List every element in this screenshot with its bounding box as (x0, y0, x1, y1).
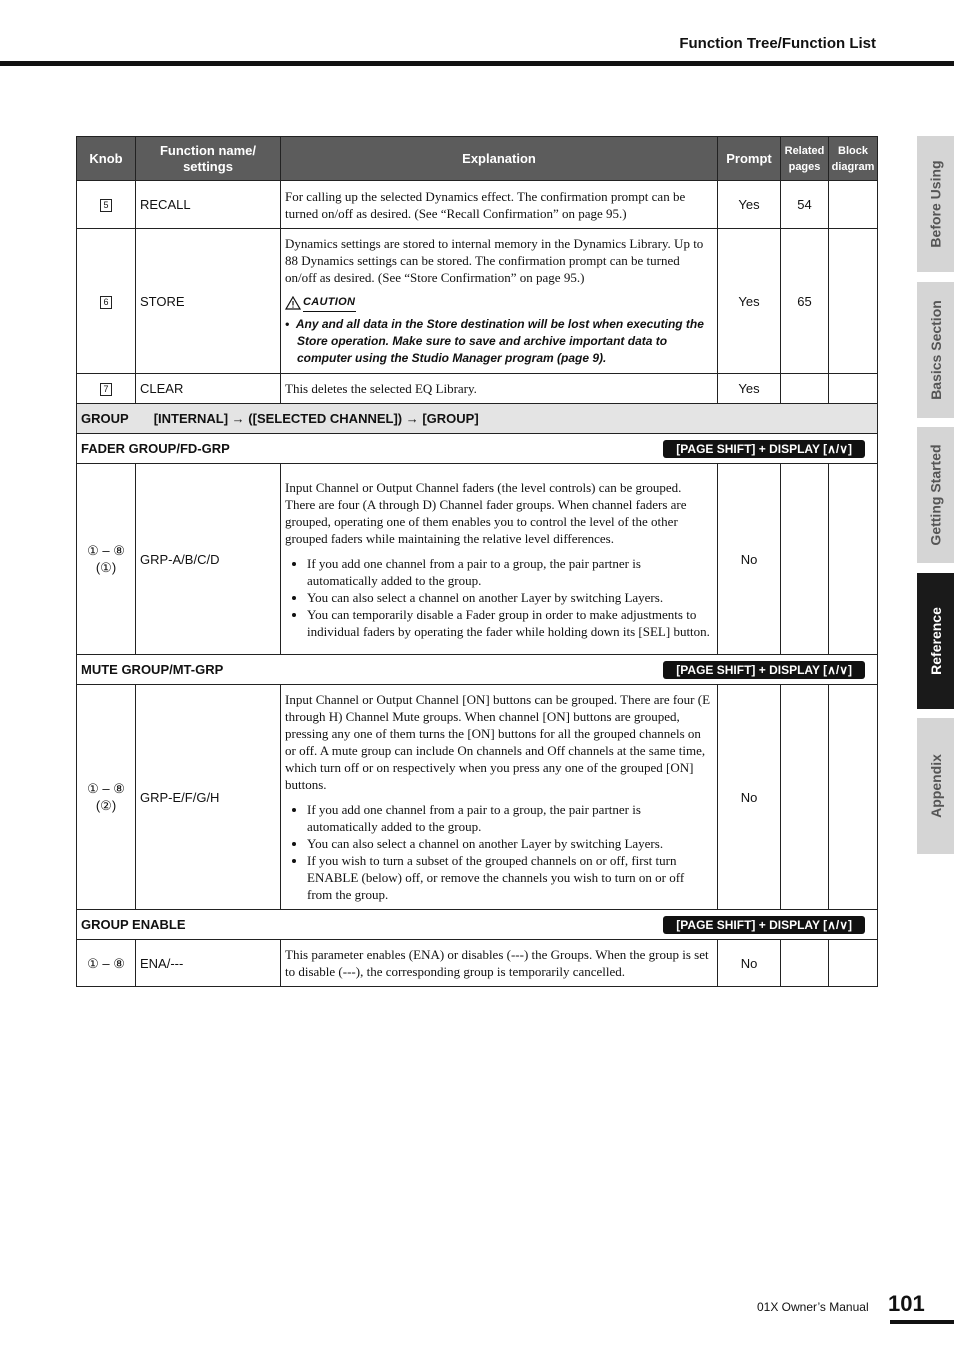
related-pages-value: 65 (781, 229, 829, 374)
knob-range: ① – ⑧ (②) (77, 685, 136, 910)
running-header-title: Function Tree/Function List (679, 35, 876, 52)
block-diagram-cell (829, 685, 878, 910)
related-pages-cell (781, 940, 829, 987)
knob-number-icon: 5 (100, 199, 112, 212)
function-name: RECALL (136, 181, 281, 229)
tab-appendix[interactable]: Appendix (917, 718, 954, 854)
prompt-value: No (718, 940, 781, 987)
knob-number-icon: 7 (100, 383, 112, 396)
function-name: GRP-A/B/C/D (136, 464, 281, 655)
footer-rule (890, 1320, 954, 1324)
subsection-title: FADER GROUP/FD-GRP (81, 441, 230, 456)
col-explanation: Explanation (281, 137, 718, 181)
group-path: [INTERNAL] → ([SELECTED CHANNEL]) → [GROUP] (153, 411, 479, 426)
knob-number-icon: 6 (100, 296, 112, 309)
block-diagram-cell (829, 229, 878, 374)
table-row (77, 229, 878, 374)
related-pages-value: 54 (781, 181, 829, 229)
tab-getting-started[interactable]: Getting Started (917, 427, 954, 563)
subsection-title: MUTE GROUP/MT-GRP (81, 662, 224, 677)
group-section-row (77, 404, 878, 434)
list-item: • If you wish to turn a subset of the grouped channels on or off, first turn ENABLE (below) off, or remove the channels you wish to turn on or off from the group. (307, 852, 712, 903)
subsection-row (77, 910, 878, 940)
list-item: • If you add one channel from a pair to a group, the pair partner is automatically added to the group. (307, 555, 712, 589)
prompt-value: No (718, 685, 781, 910)
function-name: STORE (136, 229, 281, 374)
list-item: • You can also select a channel on another Layer by switching Layers. (307, 589, 712, 606)
prompt-value: No (718, 464, 781, 655)
bullet-list (285, 555, 712, 640)
header-rule (0, 61, 954, 66)
table-row (77, 374, 878, 404)
page-shift-badge: [PAGE SHIFT] + DISPLAY [∧/∨] (663, 440, 865, 458)
col-prompt: Prompt (718, 137, 781, 181)
table-row (77, 181, 878, 229)
explanation-text: This deletes the selected EQ Library. (281, 374, 718, 404)
related-pages-cell (781, 374, 829, 404)
tab-reference[interactable]: Reference (917, 573, 954, 709)
table-row (77, 685, 878, 910)
related-pages-cell (781, 464, 829, 655)
knob-range: ① – ⑧ (①) (77, 464, 136, 655)
warning-triangle-icon (285, 296, 301, 310)
table-row (77, 940, 878, 987)
block-diagram-cell (829, 374, 878, 404)
page-number: 101 (888, 1291, 925, 1316)
explanation-text: This parameter enables (ENA) or disables (---) the Groups. When the group is set to disable (---), the corresponding group is temporarily cancelled. (281, 940, 718, 987)
page-shift-badge: [PAGE SHIFT] + DISPLAY [∧/∨] (663, 661, 865, 679)
prompt-value: Yes (718, 374, 781, 404)
list-item: • You can also select a channel on another Layer by switching Layers. (307, 835, 712, 852)
prompt-value: Yes (718, 181, 781, 229)
subsection-title: GROUP ENABLE (81, 917, 186, 932)
function-name: GRP-E/F/G/H (136, 685, 281, 910)
list-item: • If you add one channel from a pair to a group, the pair partner is automatically added to the group. (307, 801, 712, 835)
footer-manual-title: 01X Owner’s Manual (757, 1300, 869, 1314)
knob-range: ① – ⑧ (77, 940, 136, 987)
explanation-text: For calling up the selected Dynamics effect. The confirmation prompt can be turned on/off as desired. (See “Recall Confirmation” on page 95.) (281, 181, 718, 229)
caution-text: • Any and all data in the Store destination will be lost when executing the Store operation. Make sure to save and archive important data to computer using the Studio Manager program (page 9). (285, 317, 704, 365)
col-related-pages: Related pages (781, 137, 829, 181)
explanation-text: Input Channel or Output Channel [ON] buttons can be grouped. There are four (E through H) Channel Mute groups. When channel [ON] buttons are grouped, pressing any one of them turns the [ON] buttons for all the grouped channels on or off. A mute group can include On channels and Off channels at the same time, which turn off or on respectively when you press any one of the grouped [ON] buttons. (285, 692, 711, 792)
subsection-row (77, 655, 878, 685)
explanation-text: Dynamics settings are stored to internal memory in the Dynamics Library. Up to 88 Dynamics settings can be stored. The confirmation prompt can be turned on/off as desired. (See “Store Confirmation” on page 95.) (285, 236, 704, 285)
subsection-row (77, 434, 878, 464)
table-header-row (77, 137, 878, 181)
function-table (76, 136, 878, 987)
tab-before-using[interactable]: Before Using (917, 136, 954, 272)
related-pages-cell (781, 685, 829, 910)
block-diagram-cell (829, 181, 878, 229)
prompt-value: Yes (718, 229, 781, 374)
function-name: CLEAR (136, 374, 281, 404)
page-shift-badge: [PAGE SHIFT] + DISPLAY [∧/∨] (663, 916, 865, 934)
group-label: GROUP (81, 411, 129, 426)
caution-label: CAUTION (285, 294, 712, 312)
col-function: Function name/ settings (136, 137, 281, 181)
bullet-list (285, 801, 712, 903)
col-knob: Knob (77, 137, 136, 181)
tab-basics-section[interactable]: Basics Section (917, 282, 954, 418)
list-item: • You can temporarily disable a Fader group in order to make adjustments to individual faders by operating the fader while holding down its [SEL] button. (307, 606, 712, 640)
explanation-text: Input Channel or Output Channel faders (the level controls) can be grouped. There are four (A through D) Channel fader groups. When channel faders are grouped, operating one of them enables you to control the level of the other grouped faders while maintaining the relative level differences. (285, 479, 687, 546)
function-name: ENA/--- (136, 940, 281, 987)
col-block-diagram: Block diagram (829, 137, 878, 181)
block-diagram-cell (829, 464, 878, 655)
table-row (77, 464, 878, 655)
block-diagram-cell (829, 940, 878, 987)
